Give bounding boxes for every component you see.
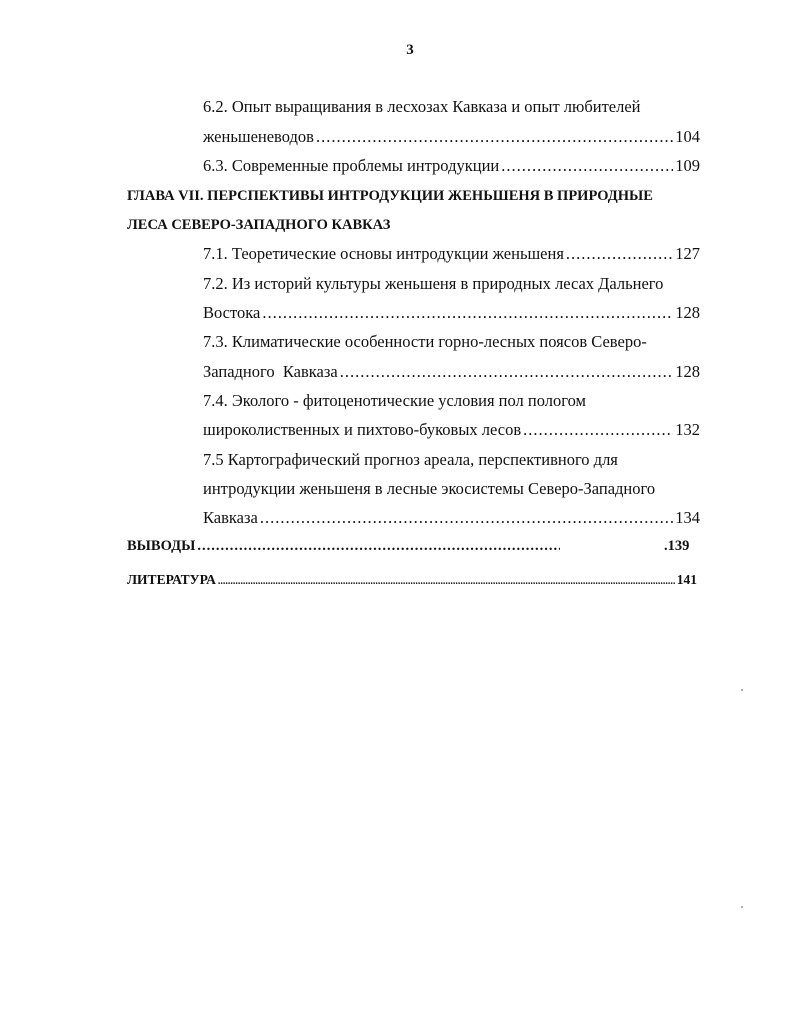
toc-entry-7-3-line2: Западного Кавказа <box>203 362 338 381</box>
dot-leader <box>197 536 560 556</box>
toc-page-number: 109 <box>675 156 700 175</box>
dot-leader <box>262 303 673 323</box>
literature-page-number: 141 <box>676 572 697 587</box>
toc-entry-7-4-line1: 7.4. Эколого - фитоценотические условия пол пологом <box>203 391 586 410</box>
toc-page-number: 104 <box>675 127 700 146</box>
toc-entry-7-2 <box>203 303 700 323</box>
dot-leader <box>316 127 673 147</box>
dot-leader <box>566 244 673 264</box>
toc-page-number: 128 <box>675 362 700 381</box>
toc-page-number: 127 <box>675 244 700 263</box>
toc-entry-7-4 <box>203 420 700 440</box>
dot-leader <box>260 508 673 528</box>
toc-entry-6-2 <box>203 127 700 147</box>
toc-entry-7-3 <box>203 362 700 382</box>
toc-entry-6-2-line2: женьшеневодов <box>203 127 314 146</box>
toc-entry-7-2-line1: 7.2. Из историй культуры женьшеня в природных лесах Дальнего <box>203 274 664 293</box>
toc-entry-7-3-line1: 7.3. Климатические особенности горно-лесных поясов Северо- <box>203 332 647 351</box>
toc-entry-7-2-line2: Востока <box>203 303 261 322</box>
toc-entry-7-5 <box>203 508 700 528</box>
dot-leader <box>340 362 674 382</box>
toc-entry-label: 7.1. Теоретические основы интродукции женьшеня <box>203 244 564 263</box>
dot-leader <box>501 156 673 176</box>
page-number: 3 <box>406 42 414 58</box>
conclusions-label: ВЫВОДЫ <box>127 538 196 554</box>
toc-entry-label: 6.3. Современные проблемы интродукции <box>203 156 500 175</box>
chapter-7-heading-line2: ЛЕСА СЕВЕРО-ЗАПАДНОГО КАВКАЗ <box>127 217 391 233</box>
dot-leader <box>523 420 673 440</box>
toc-entry-literature <box>127 570 697 592</box>
toc-entry-7-5-line2: интродукции женьшеня в лесные экосистемы Северо-Западного <box>203 479 656 498</box>
literature-label: ЛИТЕРАТУРА <box>127 572 216 587</box>
toc-entry-6-2-line1: 6.2. Опыт выращивания в лесхозах Кавказа и опыт любителей <box>203 97 641 116</box>
toc-entry-7-1 <box>203 244 700 264</box>
scan-speck <box>741 906 743 908</box>
toc-entry-conclusions <box>127 536 562 556</box>
toc-entry-7-4-line2: широколиственных и пихтово-буковых лесов <box>203 420 522 439</box>
toc-entry-6-3 <box>203 156 700 176</box>
dot-leader <box>218 572 675 592</box>
toc-page-number: 134 <box>675 508 700 527</box>
toc-page-number: 128 <box>675 303 700 322</box>
conclusions-page-number: .139 <box>664 538 690 554</box>
toc-entry-7-5-line1: 7.5 Картографический прогноз ареала, перспективного для <box>203 450 618 469</box>
toc-entry-7-5-line3: Кавказа <box>203 508 258 527</box>
chapter-7-heading-line1: ГЛАВА VII. ПЕРСПЕКТИВЫ ИНТРОДУКЦИИ ЖЕНЬШЕНЯ В ПРИРОДНЫЕ <box>127 188 653 204</box>
toc-page-number: 132 <box>675 420 700 439</box>
scan-speck <box>741 689 743 691</box>
